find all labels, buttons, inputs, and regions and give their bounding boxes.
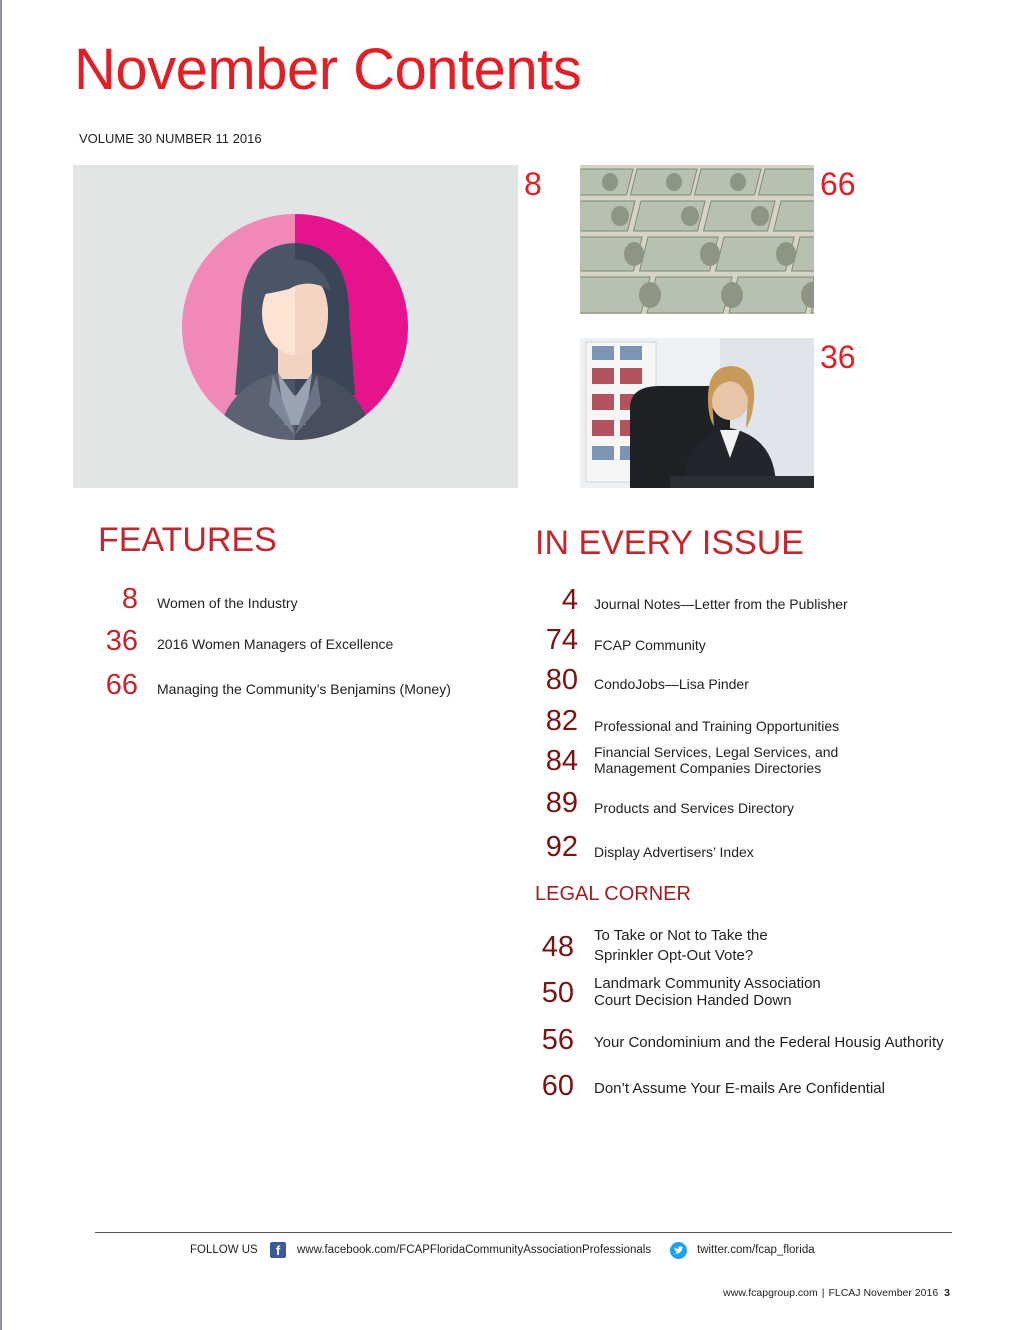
issue-page-number: 82 <box>545 705 578 737</box>
page-title: November Contents <box>74 37 582 102</box>
legal-title-line-2: Court Decision Handed Down <box>594 992 792 1009</box>
office-page-number: 36 <box>820 339 856 375</box>
facebook-link[interactable]: www.facebook.com/FCAPFloridaCommunityAssociationProfessionals <box>297 1244 652 1256</box>
feature-title: Women of the Industry <box>157 595 298 611</box>
volume-line: VOLUME 30 NUMBER 11 2016 <box>79 131 262 146</box>
issue-title: Journal Notes—Letter from the Publisher <box>594 596 848 612</box>
feature-title: 2016 Women Managers of Excellence <box>157 636 394 652</box>
facebook-icon[interactable]: f <box>270 1242 286 1258</box>
legal-title-line-2: Sprinkler Opt-Out Vote? <box>594 947 754 964</box>
legal-page-number: 50 <box>541 977 574 1009</box>
feature-page-number: 66 <box>105 669 138 701</box>
issue-page-number: 80 <box>545 664 578 696</box>
issue-title: Professional and Training Opportunities <box>594 718 840 734</box>
issue-page-number: 84 <box>545 745 578 777</box>
issue-title: FCAP Community <box>594 637 706 653</box>
legal-page-number: 56 <box>541 1024 574 1056</box>
hero-woman-illustration <box>73 165 518 488</box>
feature-page-number: 36 <box>105 625 138 657</box>
legal-page-number: 48 <box>541 931 574 963</box>
issue-title: Display Advertisers’ Index <box>594 844 754 860</box>
issue-page-number: 92 <box>545 831 578 863</box>
issue-title-line-2: Management Companies Directories <box>594 760 822 776</box>
twitter-link[interactable]: twitter.com/fcap_florida <box>697 1244 815 1256</box>
legal-title: Don’t Assume Your E-mails Are Confidential <box>594 1080 885 1097</box>
page-number: 3 <box>944 1287 950 1299</box>
legal-page-number: 60 <box>541 1070 574 1102</box>
issue-title: CondoJobs—Lisa Pinder <box>594 676 749 692</box>
legal-title-line-1: Landmark Community Association <box>594 975 821 992</box>
footer-divider <box>95 1232 952 1233</box>
website-link[interactable]: www.fcapgroup.com <box>723 1287 818 1299</box>
money-page-number: 66 <box>820 166 856 202</box>
publication-info: FLCAJ November 2016 <box>828 1287 939 1299</box>
hero-page-number: 8 <box>524 166 542 202</box>
features-heading: FEATURES <box>98 521 277 559</box>
issue-page-number: 89 <box>545 787 578 819</box>
woman-avatar-icon <box>73 165 518 488</box>
legal-title: Your Condominium and the Federal Housig Authority <box>594 1034 944 1051</box>
money-bills-photo <box>580 165 814 314</box>
page-folio <box>723 1287 950 1299</box>
feature-title: Managing the Community’s Benjamins (Money) <box>157 681 451 697</box>
legal-title-line-1: To Take or Not to Take the <box>594 927 768 944</box>
issue-page-number: 74 <box>545 624 578 656</box>
issue-title-line-1: Financial Services, Legal Services, and <box>594 744 839 760</box>
issue-title: Products and Services Directory <box>594 800 794 816</box>
folio-separator: | <box>821 1287 825 1299</box>
legal-corner-heading: LEGAL CORNER <box>535 883 691 905</box>
page-edge-rule <box>0 0 2 1330</box>
twitter-icon[interactable] <box>670 1242 687 1259</box>
issue-page-number: 4 <box>561 584 578 616</box>
woman-on-phone-photo <box>580 338 814 488</box>
in-every-issue-heading: IN EVERY ISSUE <box>535 524 804 562</box>
follow-us-label: FOLLOW US <box>190 1244 258 1256</box>
feature-page-number: 8 <box>121 583 138 615</box>
